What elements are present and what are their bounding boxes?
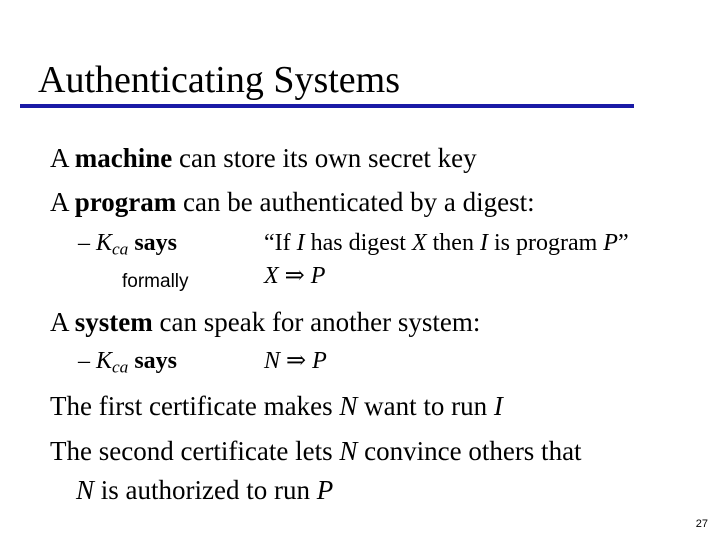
text: then (426, 230, 480, 256)
var-i: I (479, 230, 488, 256)
var-n: N (264, 348, 281, 374)
var-k-sub: ca (112, 239, 129, 259)
var-p: P (310, 263, 326, 289)
slide-title: Authenticating Systems (38, 59, 401, 101)
text: The first certificate makes (50, 391, 340, 421)
var-p: P (603, 230, 618, 256)
implies-arrow: ⇒ (286, 348, 307, 374)
dash: – (78, 230, 90, 256)
var-k: K (96, 348, 113, 374)
bullet-machine (50, 142, 477, 174)
var-x: X (264, 263, 279, 289)
text: A (50, 187, 75, 217)
bullet-system (50, 306, 480, 338)
var-p: P (316, 475, 334, 505)
formula-n-implies-p (264, 347, 327, 375)
var-x: X (411, 230, 427, 256)
formally-label: formally (122, 271, 189, 292)
says-keyword: says (134, 230, 177, 256)
text: “If (264, 230, 297, 256)
formula-x-implies-p (264, 262, 325, 290)
title-underline (20, 104, 634, 108)
page-number: 27 (695, 518, 708, 530)
var-i: I (296, 230, 305, 256)
text: The second certificate lets (50, 436, 340, 466)
text: convince others that (357, 436, 582, 466)
text: can speak for another system: (152, 307, 481, 337)
keyword-program: program (74, 187, 177, 217)
bullet-program (50, 186, 535, 218)
sub-bullet-kca-says-2 (78, 347, 177, 381)
text: can be authenticated by a digest: (176, 187, 535, 217)
bullet-second-certificate-cont (76, 474, 333, 506)
text: A (50, 307, 75, 337)
sub-bullet-kca-says (78, 229, 177, 263)
keyword-machine: machine (74, 143, 173, 173)
says-keyword: says (134, 348, 177, 374)
text: can store its own secret key (172, 143, 477, 173)
text: A (50, 143, 75, 173)
var-i: I (493, 391, 503, 421)
var-p: P (312, 348, 327, 374)
var-n: N (339, 391, 358, 421)
keyword-system: system (74, 307, 153, 337)
statement-quote (264, 229, 629, 257)
var-n: N (339, 436, 358, 466)
implies-arrow: ⇒ (284, 263, 305, 289)
var-n: N (76, 475, 95, 505)
text: ” (617, 230, 629, 256)
dash: – (78, 348, 90, 374)
text: has digest (304, 230, 412, 256)
bullet-first-certificate (50, 390, 503, 422)
text: is authorized to run (94, 475, 317, 505)
text: is program (487, 230, 604, 256)
var-k: K (96, 230, 113, 256)
text: want to run (357, 391, 494, 421)
bullet-second-certificate (50, 435, 582, 467)
var-k-sub: ca (112, 357, 129, 377)
